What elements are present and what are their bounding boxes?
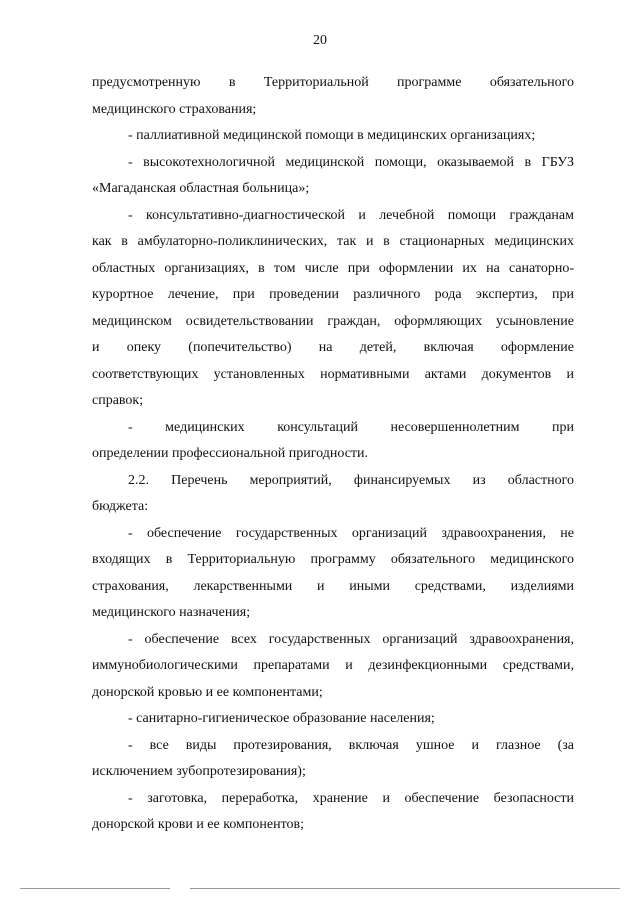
footer-rule-left <box>20 888 170 889</box>
paragraph-line: соответствующих установленных нормативными актами документов и <box>92 366 574 382</box>
document-body <box>92 70 574 839</box>
paragraph <box>92 521 574 627</box>
paragraph-line: - санитарно-гигиеническое образование населения; <box>128 711 435 726</box>
section-heading-line: 2.2. Перечень мероприятий, финансируемых из областного <box>128 472 574 488</box>
footer-rule-right <box>190 888 620 889</box>
paragraph <box>92 70 574 123</box>
paragraph-line: предусмотренную в Территориальной программе обязательного <box>92 75 574 90</box>
paragraph-line: страхования, лекарственными и иными средствами, изделиями <box>92 578 574 594</box>
paragraph <box>92 786 574 839</box>
paragraph <box>92 706 574 733</box>
paragraph <box>92 123 574 150</box>
paragraph-line: - паллиативной медицинской помощи в медицинских организациях; <box>128 128 536 143</box>
paragraph-line: и опеку (попечительство) на детей, включая оформление <box>92 340 574 355</box>
paragraph-line: медицинского назначения; <box>92 605 251 620</box>
paragraph-line: как в амбулаторно-поликлинических, так и в стационарных медицинских <box>92 234 574 249</box>
paragraph-line: исключением зубопротезирования); <box>92 764 306 779</box>
paragraph-line: - медицинских консультаций несовершеннолетним при <box>128 419 574 435</box>
paragraph-line: - консультативно-диагностической и лечебной помощи гражданам <box>128 207 574 223</box>
paragraph-line: медицинского страхования; <box>92 101 257 117</box>
paragraph-line: - обеспечение государственных организаций здравоохранения, не <box>128 525 574 541</box>
paragraph <box>92 733 574 786</box>
paragraph-line: «Магаданская областная больница»; <box>92 181 310 196</box>
paragraph-line: - заготовка, переработка, хранение и обеспечение безопасности <box>128 790 574 806</box>
paragraph-line: медицинском освидетельствовании граждан, оформляющих усыновление <box>92 313 574 329</box>
paragraph-line: - обеспечение всех государственных организаций здравоохранения, <box>128 631 574 647</box>
paragraph-line: бюджета: <box>92 499 149 514</box>
paragraph <box>92 627 574 707</box>
page-number: 20 <box>313 33 327 48</box>
paragraph-line: входящих в Территориальную программу обязательного медицинского <box>92 552 574 567</box>
paragraph-line: донорской кровью и ее компонентами; <box>92 684 323 700</box>
paragraph-line: курортное лечение, при проведении различного рода экспертиз, при <box>92 287 574 302</box>
paragraph-line: областных организациях, в том числе при оформлении их на санаторно- <box>92 260 574 276</box>
paragraph-line: - высокотехнологичной медицинской помощи, оказываемой в ГБУЗ <box>128 154 574 170</box>
paragraph <box>92 415 574 468</box>
paragraph-line: иммунобиологическими препаратами и дезинфекционными средствами, <box>92 658 574 673</box>
paragraph-line: донорской крови и ее компонентов; <box>92 817 305 832</box>
paragraph-line: справок; <box>92 393 144 408</box>
paragraph-line: - все виды протезирования, включая ушное и глазное (за <box>128 737 574 753</box>
paragraph <box>92 203 574 415</box>
paragraph <box>92 468 574 521</box>
paragraph <box>92 150 574 203</box>
paragraph-line: определении профессиональной пригодности. <box>92 446 369 461</box>
